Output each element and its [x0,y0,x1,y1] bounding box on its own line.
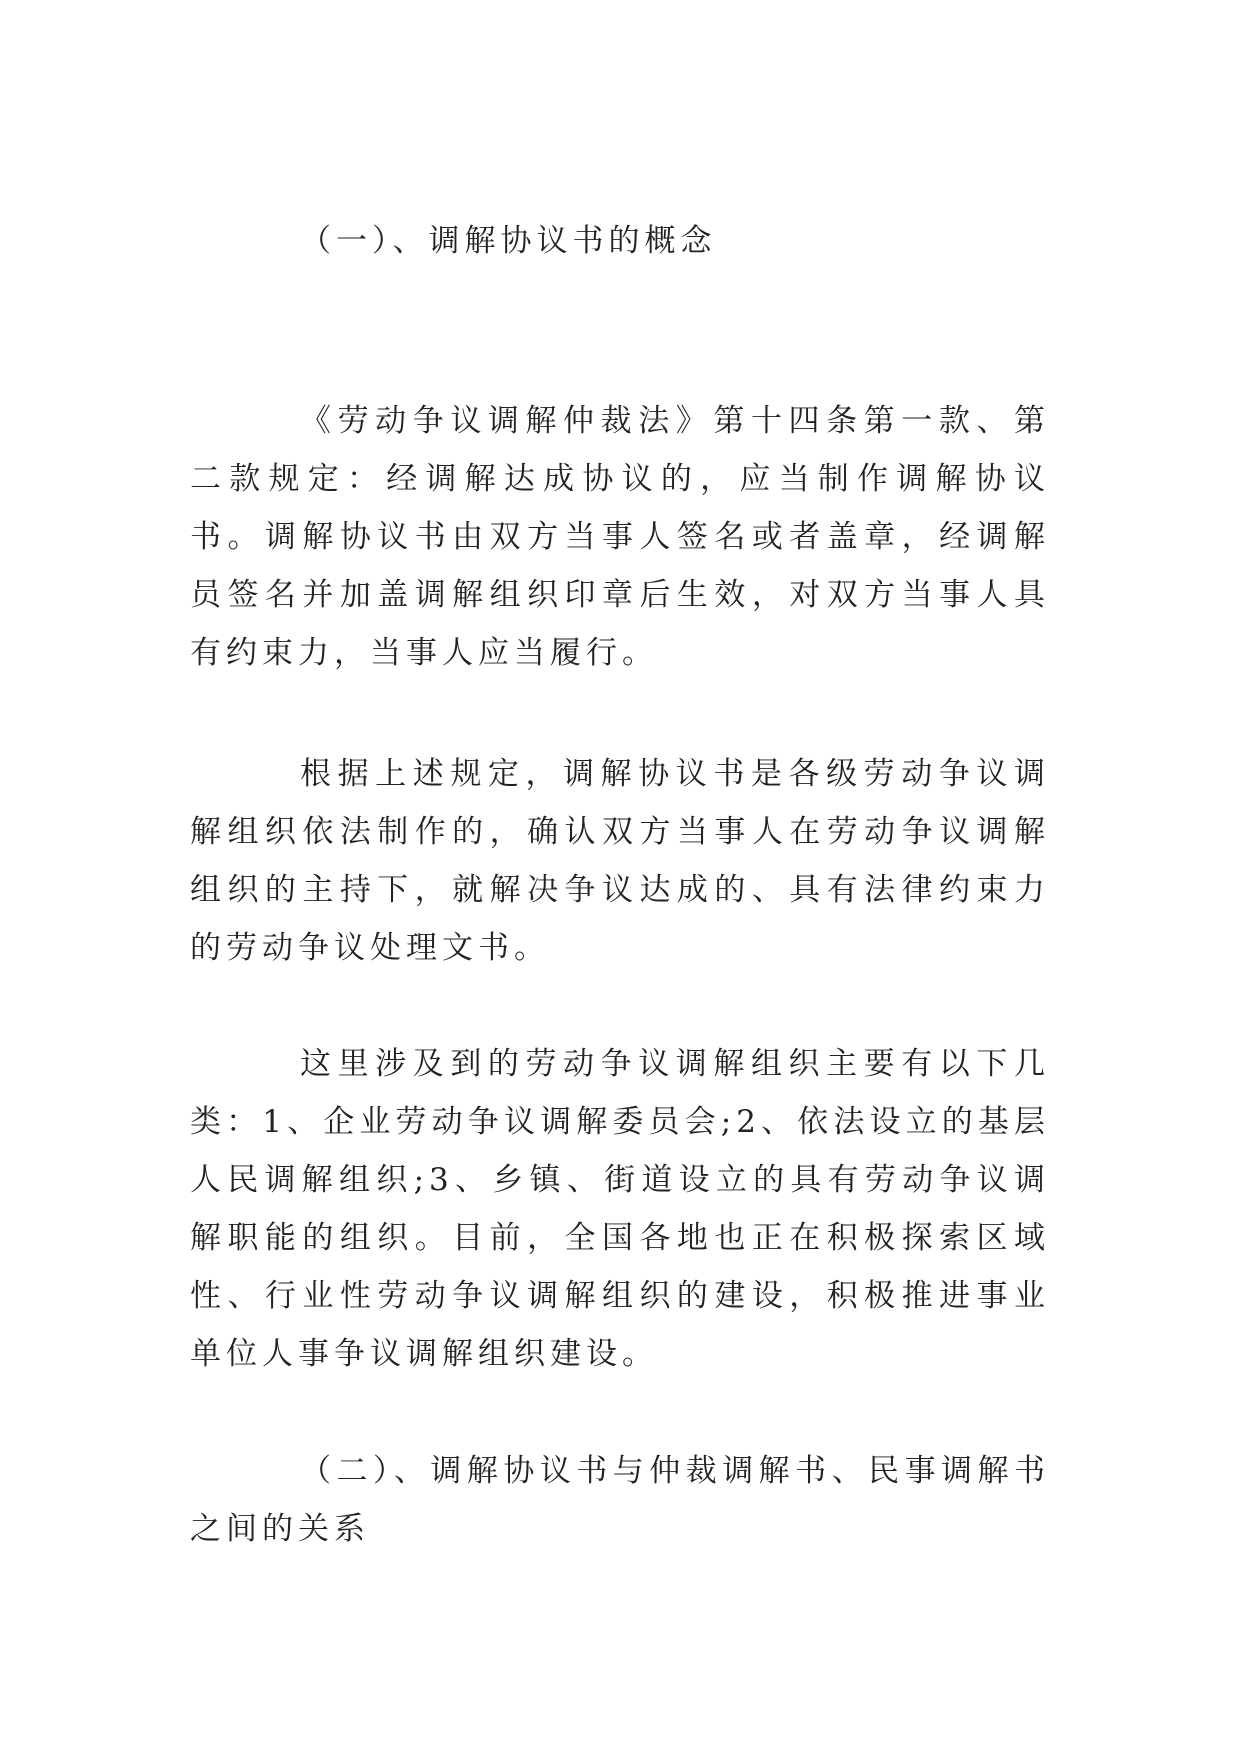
section-heading-concept: （一）、调解协议书的概念 [300,223,717,259]
paragraph-definition: 根据上述规定，调解协议书是各级劳动争议调解组织依法制作的，确认双方当事人在劳动争议调解组织的主持下，就解决争议达成的、具有法律约束力的劳动争议处理文书。 [190,756,1050,966]
paragraph-legal-provision: 《劳动争议调解仲裁法》第十四条第一款、第二款规定：经调解达成协议的，应当制作调解协议书。调解协议书由双方当事人签名或者盖章，经调解员签名并加盖调解组织印章后生效，对双方当事人具有约束力，当事人应当履行。 [190,403,1050,671]
section-heading-relationship: （二）、调解协议书与仲裁调解书、民事调解书之间的关系 [190,1453,1050,1547]
paragraph-organization-types: 这里涉及到的劳动争议调解组织主要有以下几类：1、企业劳动争议调解委员会;2、依法设立的基层人民调解组织;3、乡镇、街道设立的具有劳动争议调解职能的组织。目前，全国各地也正在积极探索区域性、行业性劳动争议调解组织的建设，积极推进事业单位人事争议调解组织建设。 [190,1046,1050,1372]
